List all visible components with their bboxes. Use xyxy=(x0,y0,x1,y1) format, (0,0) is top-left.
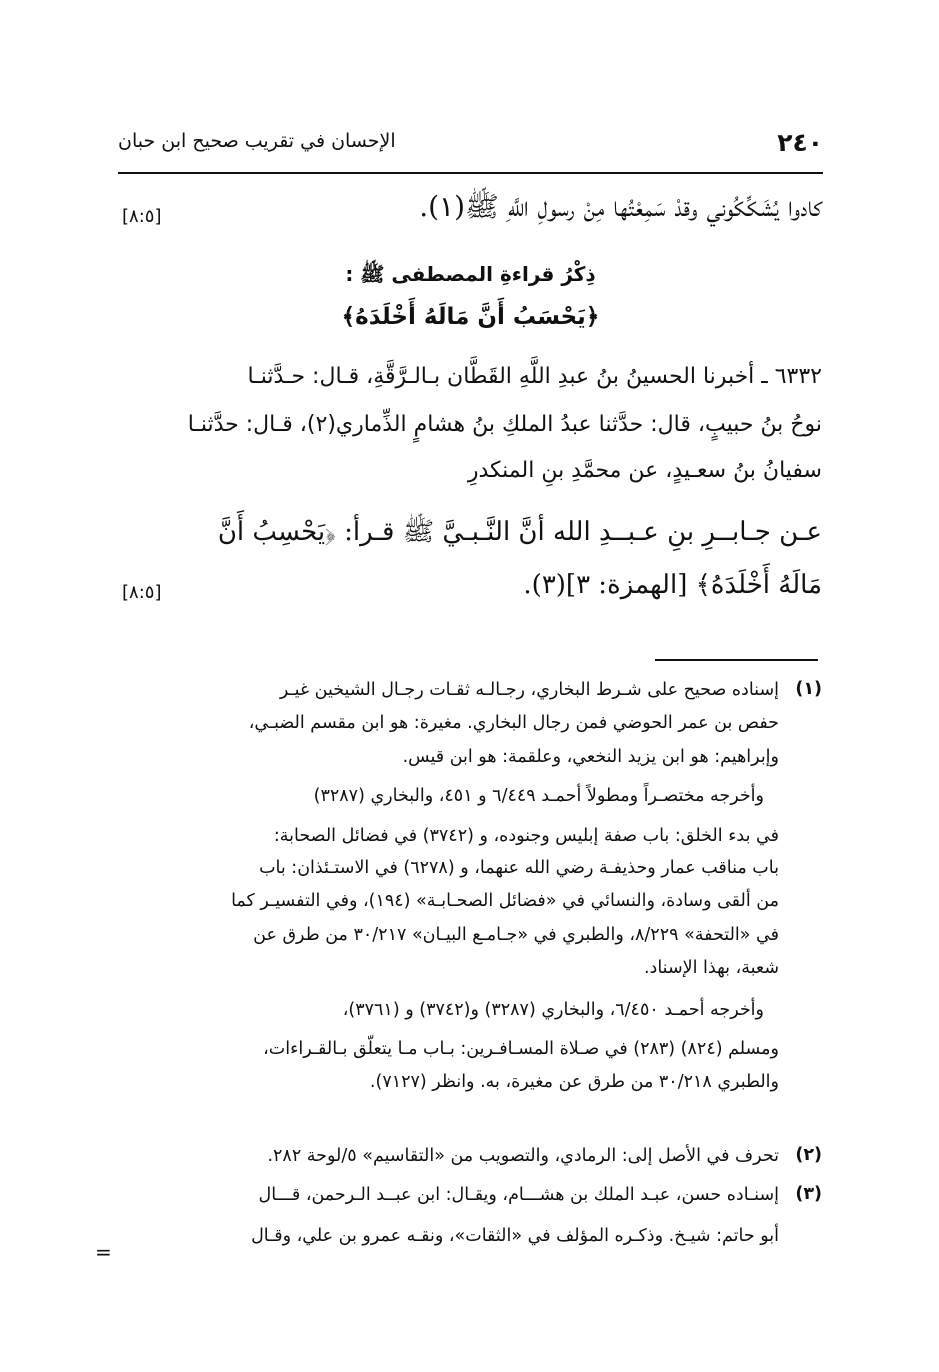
hadith-reference: [٨:٥] xyxy=(122,582,162,603)
header-rule xyxy=(118,172,823,174)
footnote-rule xyxy=(655,659,818,661)
footnote-line: وإبراهيم: هو ابن يزيد النخعي، وعلقمة: هو ابن قيس. xyxy=(402,747,779,767)
continuation-mark: = xyxy=(95,1240,112,1264)
matn-line-2: مَالَهُ أَخْلَدَهُ﴾ [الهمزة: ٣](٣). xyxy=(523,570,822,600)
matn-line-1: عـن جـابــرِ بنِ عـبــدِ الله أنَّ النَّـبـيَّ ﷺ قـرأ: ﴿يَحْسِبُ أَنَّ xyxy=(217,517,822,547)
chapter-heading: ذِكْرُ قراءةِ المصطفى ﷺ : xyxy=(345,262,596,286)
footnote-line: في بدء الخلق: باب صفة إبليس وجنوده، و (٣٧٤٢) في فضائل الصحابة: xyxy=(273,826,779,846)
footnote-line: إسناده صحيح على شـرط البخاري، رجـالـه ثقـات رجـال الشيخين غيـر xyxy=(279,680,779,700)
footnote-line: باب مناقب عمار وحذيفـة رضي الله عنهما، و (٦٢٧٨) في الاستـئذان: باب xyxy=(259,858,779,878)
footnote-line: من ألقى وسادة، والنسائي في «فضائل الصحـابـة» (١٩٤)، وفي التفسيـر كما xyxy=(231,891,779,911)
footnote-line: وأخرجه مختصـراً ومطولاً أحمـد ٦/٤٤٩ و ٤٥١، والبخاري (٣٢٨٧) xyxy=(313,786,764,806)
footnote-line: ومسلم (٨٢٤) (٢٨٣) في صـلاة المسـافـرين: بـاب مـا يتعلّق بـالقـراءات، xyxy=(263,1039,779,1059)
footnote-number: (١) xyxy=(795,679,822,699)
isnad-line-3: سفيانُ بنُ سعـيدٍ، عن محمَّدِ بنِ المنكدرِ xyxy=(467,458,822,483)
footnote-line: أبو حاتم: شيـخ. وذكـره المؤلف في «الثقات»، ونقـه عمرو بن علي، وقـال xyxy=(251,1226,779,1246)
footnote-line: إسنـاده حسن، عبـد الملك بن هشـــام، ويقـال: ابن عبــد الـرحمن، قـــال xyxy=(258,1185,779,1205)
footnote-line: حفص بن عمر الحوضي فمن رجال البخاري. مغيرة: هو ابن مقسم الضبـي، xyxy=(248,713,779,733)
page-header xyxy=(118,128,823,162)
footnote-line: شعبة، بهذا الإسناد. xyxy=(643,958,779,978)
footnote-line: تحرف في الأصل إلى: الرمادي، والتصويب من «التقاسيم» ٥/لوحة ٢٨٢. xyxy=(267,1146,779,1166)
page-number: ٢٤٠ xyxy=(777,128,823,157)
running-title: الإحسان في تقريب صحيح ابن حبان xyxy=(118,130,396,152)
footnote-line: وأخرجه أحمـد ٦/٤٥٠، والبخاري (٣٢٨٧) و(٣٧٤٢) و (٣٧٦١)، xyxy=(342,1000,764,1020)
footnote-number: (٣) xyxy=(795,1184,822,1204)
footnote-number: (٢) xyxy=(795,1145,822,1165)
footnote-line: في «التحفة» ٨/٢٢٩، والطبري في «جـامـع البيـان» ٣٠/٢١٧ من طرق عن xyxy=(253,925,779,945)
top-reference: [٨:٥] xyxy=(122,206,162,227)
isnad-line-1: ٦٣٣٢ ـ أخبرنا الحسينُ بنُ عبدِ اللَّهِ القَطَّان بـالـرَّقَّةِ، قـال: حـدَّثنـا xyxy=(247,364,822,389)
isnad-line-2: نوحُ بنُ حبيبٍ، قال: حدَّثنا عبدُ الملكِ بنُ هشامٍ الذِّماري(٢)، قـال: حدَّثنـا xyxy=(187,412,822,437)
chapter-heading-verse: ﴿يَحْسَبُ أَنَّ مَالَهُ أَخْلَدَهُ﴾ xyxy=(341,304,600,330)
footnote-line: والطبري ٣٠/٢١٨ من طرق عن مغيرة، به. وانظر (٧١٢٧). xyxy=(369,1072,779,1092)
top-line: كادوا يُشَكِّكُوني وقدْ سَمِعْتُها مِنْ رسولِ اللَّهِ ﷺ(١). xyxy=(419,190,822,223)
